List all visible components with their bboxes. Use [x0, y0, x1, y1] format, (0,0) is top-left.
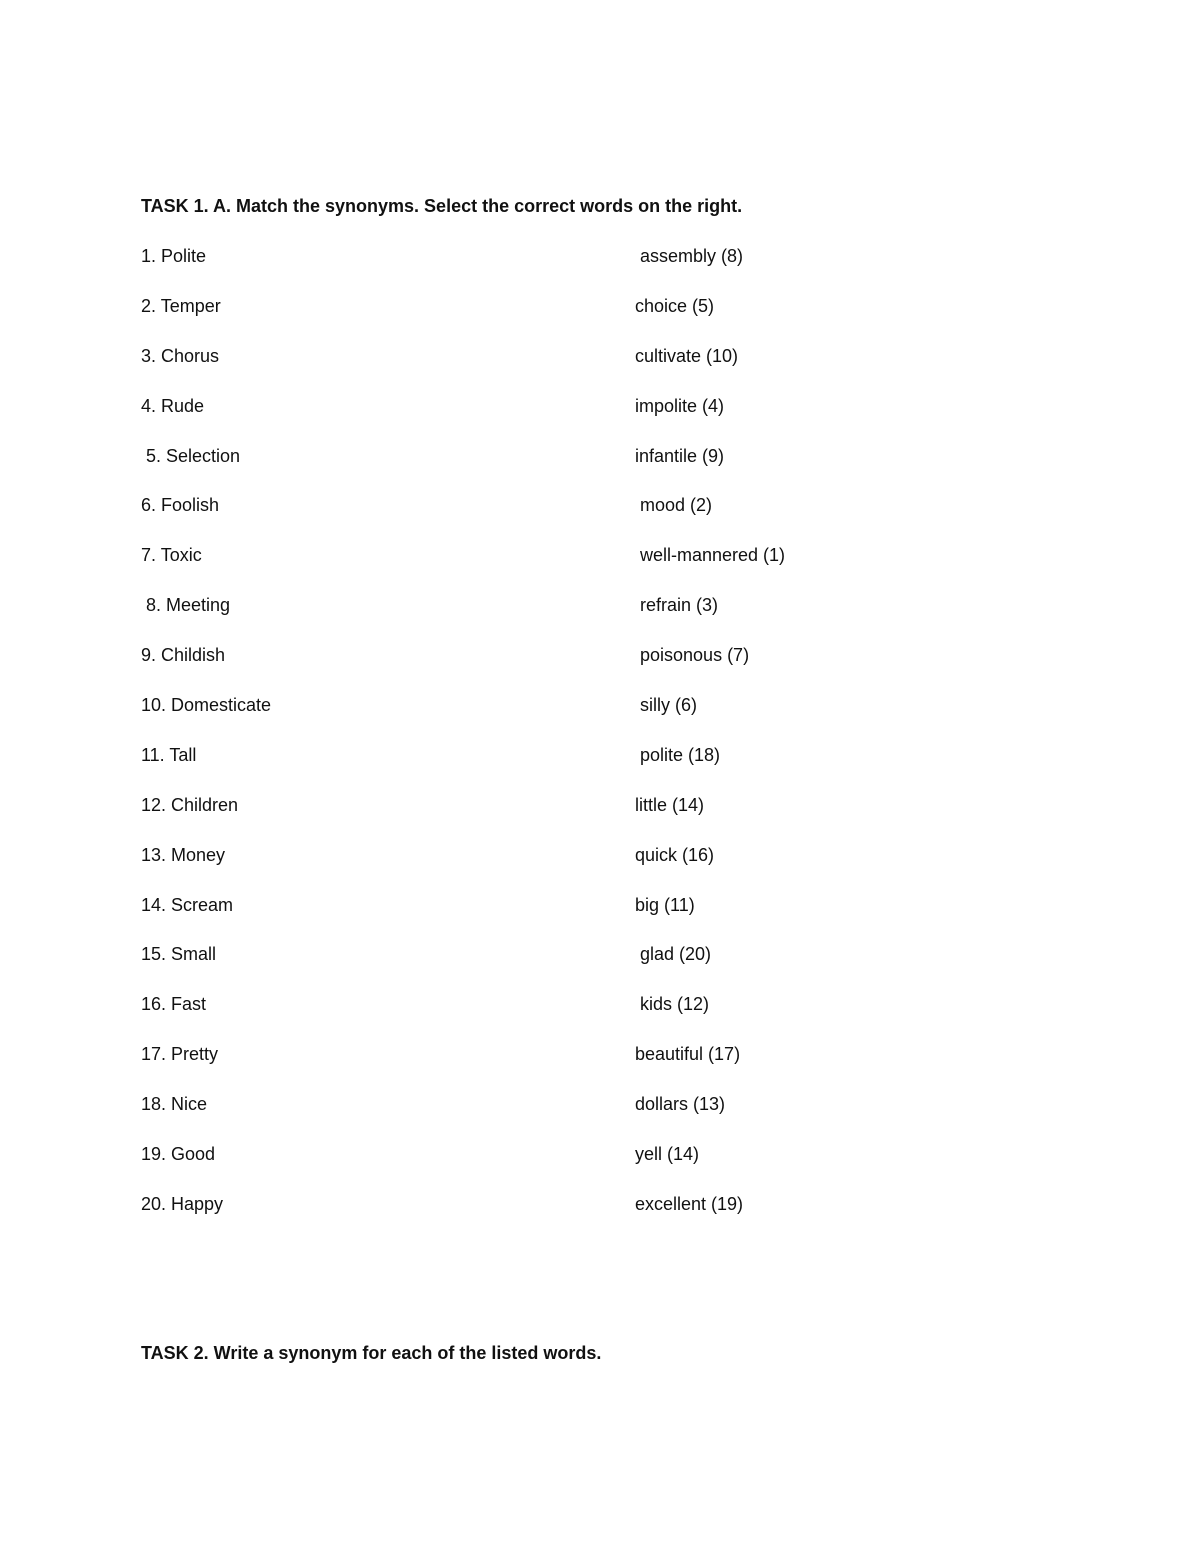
- list-item: [0, 693, 1200, 743]
- list-item: [0, 294, 1200, 344]
- source-word: 1. Polite: [141, 246, 207, 266]
- synonym-option: refrain (3): [635, 595, 719, 616]
- task2-heading: TASK 2. Write a synonym for each of the listed words.: [141, 1343, 602, 1363]
- list-item: [0, 1092, 1200, 1142]
- synonym-option: infantile (9): [635, 445, 725, 466]
- synonym-option: assembly (8): [635, 246, 744, 266]
- synonym-option: beautiful (17): [635, 1044, 741, 1065]
- source-word: 2. Temper: [141, 295, 221, 316]
- source-word: 9. Childish: [141, 645, 226, 666]
- synonym-list: [0, 244, 1200, 1242]
- source-word: 8. Meeting: [141, 595, 231, 616]
- list-item: [0, 1042, 1200, 1092]
- synonym-option: choice (5): [635, 295, 715, 316]
- synonym-option: poisonous (7): [635, 645, 750, 666]
- source-word: 4. Rude: [141, 395, 205, 416]
- source-word: 7. Toxic: [141, 545, 202, 566]
- list-item: [0, 1192, 1200, 1242]
- source-word: 14. Scream: [141, 894, 234, 915]
- list-item: [0, 244, 1200, 294]
- list-item: [0, 643, 1200, 693]
- source-word: 6. Foolish: [141, 495, 220, 516]
- task1-heading: TASK 1. A. Match the synonyms. Select the correct words on the right.: [141, 196, 743, 216]
- list-item: [0, 893, 1200, 943]
- source-word: 17. Pretty: [141, 1044, 219, 1065]
- synonym-option: little (14): [635, 794, 705, 815]
- source-word: 10. Domesticate: [141, 695, 272, 716]
- synonym-option: quick (16): [635, 844, 715, 865]
- list-item: [0, 843, 1200, 893]
- source-word: 16. Fast: [141, 994, 207, 1015]
- source-word: 13. Money: [141, 844, 226, 865]
- source-word: 3. Chorus: [141, 345, 220, 366]
- synonym-option: yell (14): [635, 1144, 700, 1165]
- synonym-option: impolite (4): [635, 395, 725, 416]
- list-item: [0, 394, 1200, 444]
- synonym-option: big (11): [635, 894, 695, 915]
- list-item: [0, 942, 1200, 992]
- synonym-option: polite (18): [635, 744, 721, 765]
- source-word: 11. Tall: [141, 744, 197, 765]
- list-item: [0, 793, 1200, 843]
- list-item: [0, 344, 1200, 394]
- source-word: 15. Small: [141, 944, 217, 965]
- source-word: 12. Children: [141, 794, 239, 815]
- list-item: [0, 493, 1200, 543]
- synonym-option: mood (2): [635, 495, 713, 516]
- synonym-option: kids (12): [635, 994, 710, 1015]
- list-item: [0, 593, 1200, 643]
- list-item: [0, 743, 1200, 793]
- list-item: [0, 1142, 1200, 1192]
- source-word: 18. Nice: [141, 1094, 208, 1115]
- source-word: 5. Selection: [141, 445, 241, 466]
- source-word: 19. Good: [141, 1144, 216, 1165]
- synonym-option: silly (6): [635, 695, 697, 716]
- synonym-option: well-mannered (1): [635, 545, 786, 566]
- list-item: [0, 543, 1200, 593]
- synonym-option: dollars (13): [635, 1094, 726, 1115]
- synonym-option: cultivate (10): [635, 345, 739, 366]
- source-word: 20. Happy: [141, 1193, 224, 1214]
- list-item: [0, 992, 1200, 1042]
- list-item: [0, 444, 1200, 494]
- synonym-option: excellent (19): [635, 1193, 744, 1214]
- synonym-option: glad (20): [635, 944, 712, 965]
